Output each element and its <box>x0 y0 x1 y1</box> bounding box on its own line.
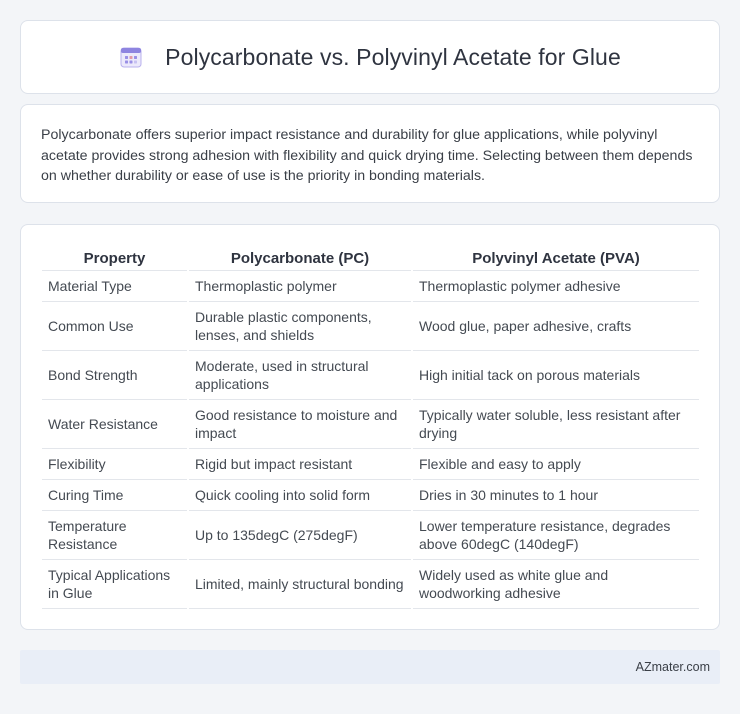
summary-card <box>20 104 720 203</box>
table-row <box>42 270 699 301</box>
title-wrap <box>119 44 621 71</box>
footer-site-name: AZmater.com <box>635 660 710 674</box>
table-cell: Common Use <box>42 301 188 350</box>
table-header-row <box>42 243 699 270</box>
table-cell: Typically water soluble, less resistant after drying <box>412 399 699 448</box>
table-cell: Quick cooling into solid form <box>188 479 412 510</box>
table-row <box>42 510 699 559</box>
table-card <box>20 224 720 630</box>
table-row <box>42 399 699 448</box>
table-cell: Thermoplastic polymer adhesive <box>412 270 699 301</box>
page-title: Polycarbonate vs. Polyvinyl Acetate for Glue <box>165 43 621 70</box>
table-cell: Durable plastic components, lenses, and shields <box>188 301 412 350</box>
table-cell: Bond Strength <box>42 350 188 399</box>
table-row <box>42 448 699 479</box>
table-row <box>42 479 699 510</box>
table-cell: Wood glue, paper adhesive, crafts <box>412 301 699 350</box>
table-cell: Moderate, used in structural applications <box>188 350 412 399</box>
summary-text: Polycarbonate offers superior impact resistance and durability for glue applications, while polyvinyl acetate provides strong adhesion with flexibility and quick drying time. Selecting between them depends on whether durability or ease of use is the priority in bonding materials. <box>41 127 693 184</box>
table-cell: High initial tack on porous materials <box>412 350 699 399</box>
title-card <box>20 20 720 94</box>
table-cell: Rigid but impact resistant <box>188 448 412 479</box>
column-header-polycarbonate: Polycarbonate (PC) <box>188 243 412 270</box>
table-cell: Up to 135degC (275degF) <box>188 510 412 559</box>
table-cell: Temperature Resistance <box>42 510 188 559</box>
table-row <box>42 301 699 350</box>
table-cell: Thermoplastic polymer <box>188 270 412 301</box>
column-header-pva: Polyvinyl Acetate (PVA) <box>412 243 699 270</box>
column-header-property: Property <box>42 243 188 270</box>
table-cell: Typical Applications in Glue <box>42 559 188 608</box>
calendar-grid-icon <box>119 45 143 69</box>
footer-bar <box>20 650 720 684</box>
table-cell: Curing Time <box>42 479 188 510</box>
table-cell: Material Type <box>42 270 188 301</box>
table-cell: Widely used as white glue and woodworking adhesive <box>412 559 699 608</box>
table-row <box>42 559 699 608</box>
table-cell: Limited, mainly structural bonding <box>188 559 412 608</box>
table-cell: Good resistance to moisture and impact <box>188 399 412 448</box>
table-cell: Dries in 30 minutes to 1 hour <box>412 479 699 510</box>
comparison-table <box>42 243 699 609</box>
table-cell: Water Resistance <box>42 399 188 448</box>
table-cell: Lower temperature resistance, degrades above 60degC (140degF) <box>412 510 699 559</box>
table-cell: Flexibility <box>42 448 188 479</box>
table-row <box>42 350 699 399</box>
table-cell: Flexible and easy to apply <box>412 448 699 479</box>
